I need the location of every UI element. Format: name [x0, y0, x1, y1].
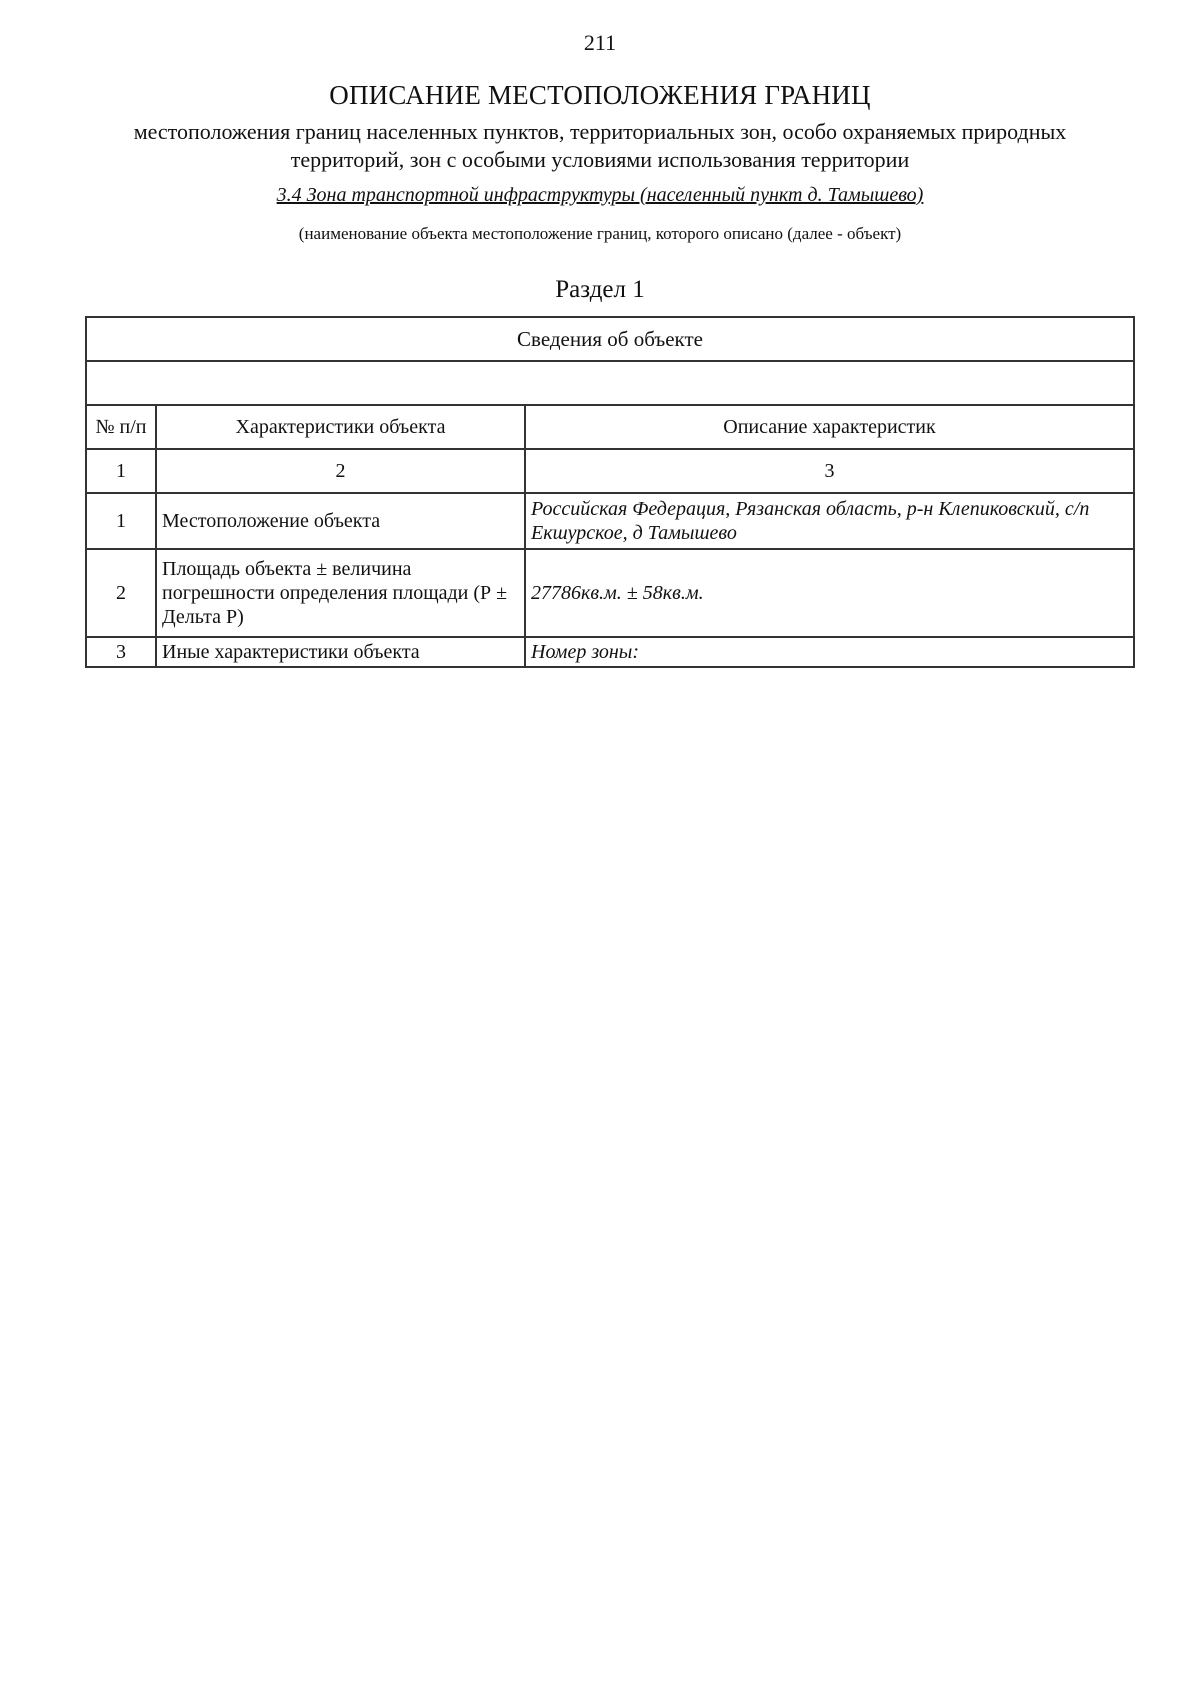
table-section-header-row [86, 317, 1134, 361]
section-title: Раздел 1 [555, 276, 645, 303]
table-empty-row [86, 361, 1134, 405]
row-num: 2 [86, 549, 156, 637]
row-num: 3 [86, 637, 156, 667]
row-characteristic: Площадь объекта ± величина погрешности определения площади (Р ± Дельта Р) [156, 549, 525, 637]
column-number-2: 2 [156, 449, 525, 493]
document-title: ОПИСАНИЕ МЕСТОПОЛОЖЕНИЯ ГРАНИЦ [329, 80, 871, 110]
table-header-row [86, 405, 1134, 449]
header-characteristic: Характеристики объекта [156, 405, 525, 449]
subtitle-line-1: местоположения границ населенных пунктов, территориальных зон, особо охраняемых природных [133, 119, 1067, 144]
row-characteristic: Местоположение объекта [156, 493, 525, 549]
table-row [86, 549, 1134, 637]
object-name-caption: (наименование объекта местоположение границ, которого описано (далее - объект) [298, 224, 902, 243]
subtitle-line-2: территорий, зон с особыми условиями использования территории [290, 147, 910, 172]
table-row [86, 493, 1134, 549]
object-name: 3.4 Зона транспортной инфраструктуры (населенный пункт д. Тамышево) [276, 184, 924, 206]
table-section-header: Сведения об объекте [86, 317, 1134, 361]
table-empty-cell [86, 361, 1134, 405]
header-num: № п/п [86, 405, 156, 449]
table-column-numbers-row [86, 449, 1134, 493]
table-row [86, 637, 1134, 667]
column-number-3: 3 [525, 449, 1134, 493]
row-description: Номер зоны: [525, 637, 1134, 667]
object-info-table [85, 316, 1135, 668]
header-description: Описание характеристик [525, 405, 1134, 449]
row-description: 27786кв.м. ± 58кв.м. [525, 549, 1134, 637]
row-characteristic: Иные характеристики объекта [156, 637, 525, 667]
page-number: 211 [583, 30, 617, 55]
row-num: 1 [86, 493, 156, 549]
row-description: Российская Федерация, Рязанская область, р-н Клепиковский, с/п Екшурское, д Тамышево [525, 493, 1134, 549]
column-number-1: 1 [86, 449, 156, 493]
document-subtitle [80, 118, 1120, 174]
